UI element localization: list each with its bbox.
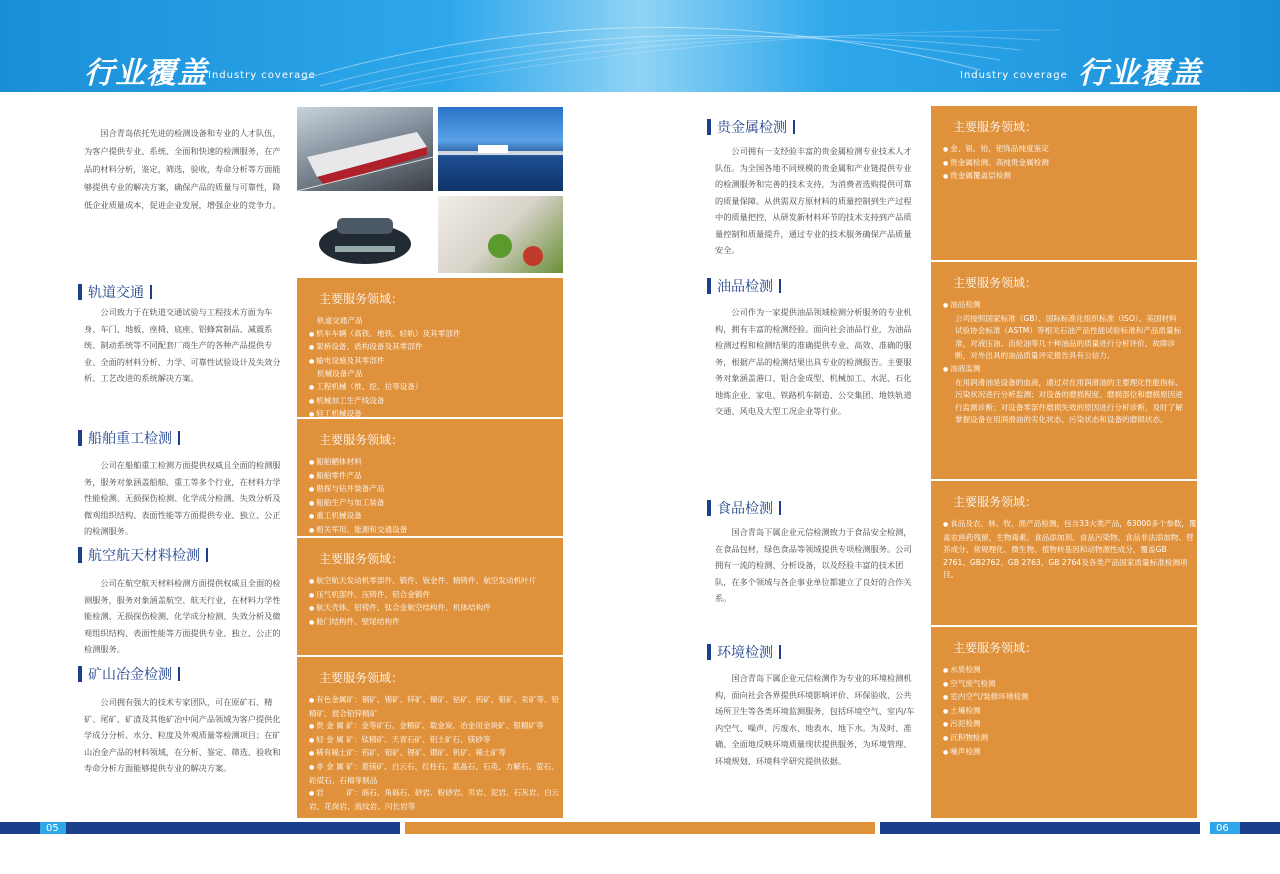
service-item: ● 舱门结构件、壁尾结构件 <box>309 616 563 630</box>
service-box-title: 主要服务领域： <box>319 292 404 306</box>
service-box-oil <box>931 262 1197 480</box>
service-item: ● 食品及农、林、牧、渔产品检测，包含33大类产品，63000多个参数，覆盖农兽药残留、生物毒素、食品添加剂、食品污染物、食品非法添加物、营养成分、常规理化、微生物、植物转基因和动物源性成分，覆盖GB 2761、GB2762、GB 2763、GB 2764及各类产品国家质量标准检测项目。 <box>943 518 1197 582</box>
header-banner <box>0 0 1280 92</box>
footer-bar-center <box>405 822 875 834</box>
service-item: ● 勘探与钻井装备产品 <box>309 483 563 497</box>
service-item: ● 相关军用、能源和交通设备 <box>309 524 563 538</box>
page-number-right: 06 <box>1216 823 1229 834</box>
train-photo <box>297 107 433 191</box>
section-title-environment: 环境检测 <box>707 642 781 662</box>
service-item: ● 室内空气/装修环境检测 <box>943 691 1197 705</box>
service-box-title: 主要服务领域： <box>953 641 1038 655</box>
section-title-aero: 航空航天材料检测 <box>78 545 208 565</box>
service-item: ● 压气机部件、压铸件、铝合金锻件 <box>309 589 563 603</box>
car-photo <box>297 196 433 273</box>
service-box-mining <box>297 657 563 819</box>
section-text-ship: 公司在船舶重工检测方面提供权威且全面的检测服务，服务对象涵盖船舶、重工等多个行业，在材料力学性能检测、无损探伤检测、化学成分检测、失效分析及微观组织结构、表面性能等方面提供专业、独立、公正的检测服务。 <box>84 460 281 536</box>
service-box-title: 主要服务领域： <box>953 120 1038 134</box>
page-title-right: 行业覆盖 <box>1078 56 1202 91</box>
service-item: ● 贵金属覆盖层检测 <box>943 170 1197 184</box>
service-item: ● 工程机械（推、挖、拉等设备） <box>309 381 563 395</box>
harbor-photo <box>438 107 563 191</box>
service-description: 在用润滑油是设备的血液，通过对在用润滑油的主要理化性能指标、污染状况进行分析监测；对设备的磨损程度、磨损部位和磨损原因进行监测诊断；对设备零部件磨损失效的原因进行分析诊断，及时了解掌握设备在用润滑油的劣化状态、污染状态和设备的磨损状态。 <box>955 377 1183 425</box>
service-item: ● 船舶零件产品 <box>309 470 563 484</box>
service-item: ● 稀有稀土矿：钨矿、钼矿、锂矿、锶矿、钒矿、稀土矿等 <box>309 747 563 761</box>
service-item: ● 沉积物检测 <box>943 732 1197 746</box>
section-text-aero: 公司在航空航天材料检测方面提供权威且全面的检测服务，服务对象涵盖航空、航天行业，在材料力学性能检测、无损探伤检测、化学成分检测、失效分析及微观组织结构、表面性能等方面提供专业、独立、公正的检测服务。 <box>84 578 281 654</box>
section-title-rail: 轨道交通 <box>78 282 152 302</box>
service-box-food <box>931 481 1197 626</box>
service-item: ● 机车车辆（高铁、地铁、轻轨）及其零部件 <box>309 328 563 342</box>
service-item: ● 油液监测 <box>943 363 1197 377</box>
service-item: ● 水质检测 <box>943 664 1197 678</box>
service-item: ● 金、银、铂、钯饰品纯度鉴定 <box>943 143 1197 157</box>
service-item: ● 航天壳体、铝铸件、钛合金航空结构件、机体结构件 <box>309 602 563 616</box>
section-text-precious-metal: 公司拥有一支经验丰富的贵金属检测专业技术人才队伍。为全国各地不同规模的贵金属和产业链提供专业的检测服务和完善的技术支持，为消费者选购提供可靠的质量保障。从供需双方原材料的质量控制到生产过程中的质量把控，从研发新材料环节的技术支持到产品质量控制和质量提升，通过专业的技术服务确保产品质量安全。 <box>715 146 912 255</box>
service-item: ● 重工机械设备 <box>309 510 563 524</box>
service-box-title: 主要服务领域： <box>319 671 404 685</box>
intro-paragraph: 国合青岛依托先进的检测设备和专业的人才队伍，为客户提供专业、系统、全面和快速的检测服务，在产品的材料分析，鉴定，筛选，验收，寿命分析等方面能够提供专业的解决方案，确保产品的质量与可靠性，降低企业质量成本，促进企业发展，增强企业的竞争力。 <box>84 128 281 210</box>
service-item: ● 架桥设备、盾构设备及其零部件 <box>309 341 563 355</box>
page-number-left: 05 <box>46 823 59 834</box>
service-item: ● 油品检测 <box>943 299 1197 313</box>
page-subtitle-left: Industry coverage <box>208 70 316 81</box>
service-item: ● 机械加工生产线设备 <box>309 395 563 409</box>
service-item: 机械设备产品 <box>317 369 363 379</box>
service-box-environment <box>931 627 1197 819</box>
section-title-mining: 矿山冶金检测 <box>78 664 180 684</box>
service-item: ● 空气废气检测 <box>943 678 1197 692</box>
section-title-oil: 油品检测 <box>707 276 781 296</box>
page-title-left: 行业覆盖 <box>84 56 208 91</box>
service-item: ● 噪声检测 <box>943 746 1197 760</box>
service-item: ● 污泥检测 <box>943 718 1197 732</box>
service-box-title: 主要服务领域： <box>953 495 1038 509</box>
service-item: ● 船舶生产与加工装备 <box>309 497 563 511</box>
service-description: 公司按照国家标准（GB）、国际标准化组织标准（ISO）、美国材料试验协会标准（ASTM）等相关石油产品性能试验标准和产品质量标准，对液压油、齿轮油等几十种油品的质量进行分析评价、故障诊断，对外出具的油品质量评定报告具有公信力。 <box>955 313 1182 361</box>
service-item: ● 轻 金 属 矿：钛精矿、天青石矿、铝土矿石、镁砂等 <box>309 734 563 748</box>
service-item: ● 贵金属检测、高纯贵金属检测 <box>943 157 1197 171</box>
service-item: ● 土壤检测 <box>943 705 1197 719</box>
section-text-rail: 公司致力于在轨道交通试验与工程技术方面为车身、车门、地板、座椅、底座、铝蜂窝制品、减震系统、制动系统等不同配套厂商生产的各种产品提供专业、全面的材料分析、力学、可靠性试验设计及失效分析、工艺改进的系统解决方案。 <box>84 307 281 383</box>
section-text-environment: 国合青岛下属企业元信检测作为专业的环境检测机构，面向社会各界提供环境影响评价、环保验收、公共场所卫生等各类环境监测服务，包括环境空气、室内/车内空气、噪声、污废水、地表水、地下水。为及时、准确、全面地反映环境质量现状提供服务，为环境管理、环境规划、环境科学研究提供依据。 <box>715 673 915 766</box>
service-item: ● 轻工机械设备 <box>309 408 563 422</box>
service-item: ● 非 金 属 矿：菱镁矿、白云石、红柱石、蓝晶石、石英、方解石、萤石、砣砹石、石棉等制品 <box>309 761 563 787</box>
section-title-food: 食品检测 <box>707 498 781 518</box>
service-box-aero <box>297 538 563 656</box>
section-title-precious-metal: 贵金属检测 <box>707 117 795 137</box>
service-item: ● 有色金属矿：铜矿、锡矿、锌矿、镍矿、钴矿、钨矿、钼矿、汞矿等、铅精矿、混合铅锌精矿 <box>309 694 563 720</box>
page-subtitle-right: Industry coverage <box>960 70 1068 81</box>
footer-bar-right <box>880 822 1200 834</box>
footer-bar-right-2 <box>1240 822 1280 834</box>
service-item: ● 贵 金 属 矿：金等矿石、金精矿、载金炭、冶金用金块矿、银精矿等 <box>309 720 563 734</box>
service-box-rail <box>297 278 563 418</box>
food-lab-photo <box>438 196 563 273</box>
section-text-oil: 公司作为一家提供油品领域检测分析服务的专业机构，拥有丰富的检测经验。面向社会油品行业，为油品检测过程和检测结果的准确提供专业、高效、准确的服务，根据产品的检测结果出具专业的检测报告。主要服务对象涵盖港口、铝合金成型、机械加工、水泥、石化地炼企业、家电、铁路机车制造、公交集团、地铁轨道交通、风电及大型工况企业等行业。 <box>715 307 912 416</box>
service-item: ● 船舶舾体材料 <box>309 456 563 470</box>
service-box-title: 主要服务领域： <box>319 433 404 447</box>
service-item: ● 输电设施及其零部件 <box>309 355 563 369</box>
footer-bar-left-2 <box>66 822 400 834</box>
section-text-food: 国合青岛下属企业元信检测致力于食品安全检测，在食品包材，绿色食品等领域提供专项检测服务。公司拥有一流的检测、分析设备，以及经验丰富的技术团队，在多个领域与各企事业单位都建立了良好的合作关系。 <box>715 527 912 603</box>
footer-bar-left <box>0 822 40 834</box>
service-item: ● 岩 矿：砾石、角砾石、砂岩、粉砂岩、页岩、泥岩、石灰岩、白云岩、花岗岩、流纹岩、闪长岩等 <box>309 787 563 813</box>
service-box-title: 主要服务领域： <box>953 276 1038 290</box>
service-box-title: 主要服务领域： <box>319 552 404 566</box>
service-box-ship <box>297 419 563 537</box>
section-text-mining: 公司拥有强大的技术专家团队，可在原矿石、精矿、尾矿、矿渣及其他矿冶中间产品领域为客户提供化学成分分析、水分、粒度及外观质量等检测项目；在矿山冶金产品的材料领域，在分析、鉴定、筛选、验收和寿命分析方面能够提供专业的解决方案。 <box>84 697 281 773</box>
service-box-precious-metal <box>931 106 1197 261</box>
service-item: ● 航空航天发动机零部件、锻件、钣金件、精铸件、航空发动机叶片 <box>309 575 563 589</box>
section-title-ship: 船舶重工检测 <box>78 428 180 448</box>
service-item: 轨道交通产品 <box>317 316 363 325</box>
